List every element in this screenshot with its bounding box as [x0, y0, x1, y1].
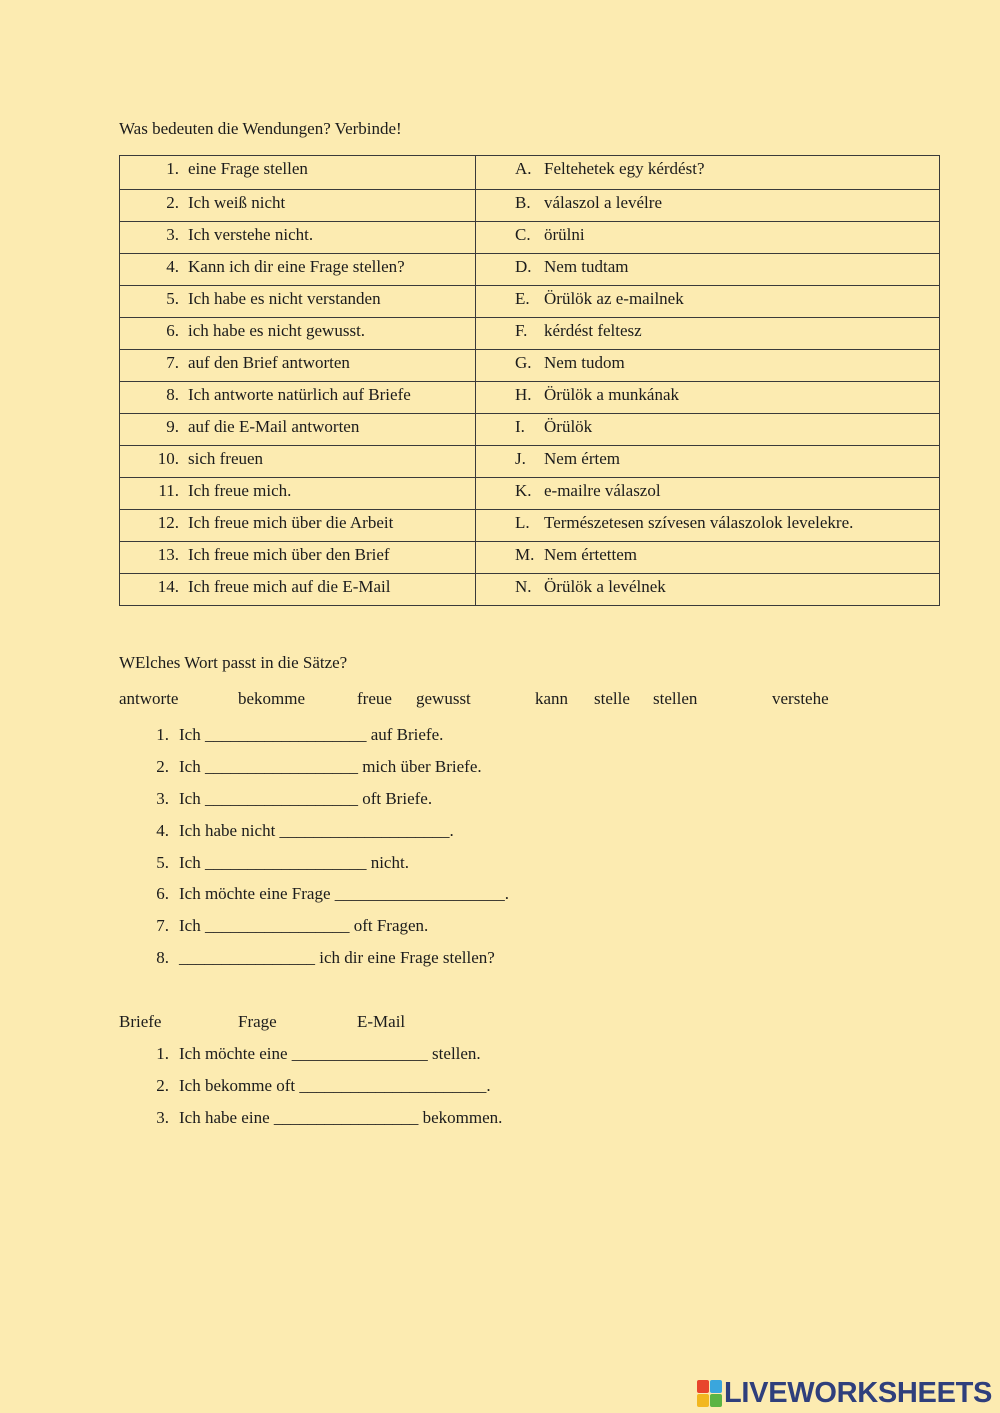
word-bank-item: kann [535, 689, 569, 708]
item-number: 14. [157, 577, 179, 596]
section2-heading: WElches Wort passt in die Sätze? [119, 653, 348, 672]
german-cell [120, 510, 476, 542]
sentence-text: Ich ___________________ auf Briefe. [179, 725, 444, 744]
sentence-number: 3. [156, 1107, 169, 1127]
german-phrase: Ich habe es nicht verstanden [188, 289, 381, 308]
item-letter: E. [515, 289, 530, 308]
table-row [120, 542, 940, 574]
word-bank-item: stellen [653, 689, 698, 708]
german-phrase: auf den Brief antworten [188, 353, 350, 372]
german-phrase: eine Frage stellen [188, 159, 308, 178]
hungarian-cell [476, 542, 940, 574]
sentence-text: Ich habe eine _________________ bekommen. [179, 1107, 503, 1127]
hungarian-cell [476, 510, 940, 542]
item-letter: C. [515, 225, 531, 244]
hungarian-cell [476, 350, 940, 382]
sentence-number: 6. [156, 884, 169, 904]
item-letter: F. [515, 321, 528, 340]
item-number: 6. [166, 321, 179, 340]
word-bank-item: stelle [594, 689, 630, 708]
sentence-number: 5. [156, 852, 169, 872]
german-cell [120, 222, 476, 254]
german-phrase: Ich freue mich über die Arbeit [188, 513, 394, 532]
sentence-text: Ich bekomme oft ______________________. [179, 1075, 491, 1095]
item-number: 5. [166, 289, 179, 308]
item-number: 12. [157, 513, 179, 532]
sentence-number: 4. [156, 820, 169, 840]
sentence-number: 7. [156, 916, 169, 936]
item-number: 8. [166, 385, 179, 404]
german-phrase: Ich antworte natürlich auf Briefe [188, 385, 411, 404]
sentence-text: Ich möchte eine ________________ stellen. [179, 1044, 481, 1063]
word-bank-item: Briefe [119, 1012, 162, 1031]
hungarian-phrase: e-mailre válaszol [544, 481, 661, 500]
item-letter: G. [515, 353, 532, 372]
hungarian-phrase: Nem értettem [544, 545, 637, 564]
table-row [120, 318, 940, 350]
german-cell [120, 574, 476, 606]
sentence-text: Ich __________________ oft Briefe. [179, 788, 433, 808]
word-bank-item: E-Mail [357, 1012, 406, 1031]
sentence-number: 8. [156, 948, 169, 968]
hungarian-cell [476, 286, 940, 318]
sentence-number: 2. [156, 1075, 169, 1095]
hungarian-phrase: Nem tudom [544, 353, 625, 372]
matching-table [119, 155, 940, 606]
sentence-item [156, 756, 509, 789]
hungarian-cell [476, 190, 940, 222]
sentence-text: Ich ___________________ nicht. [179, 852, 409, 872]
hungarian-phrase: Nem értem [544, 449, 620, 468]
item-letter: J. [515, 449, 526, 468]
german-cell [120, 254, 476, 286]
hungarian-phrase: kérdést feltesz [544, 321, 642, 340]
sentence-number: 1. [156, 1044, 169, 1063]
hungarian-cell [476, 254, 940, 286]
table-row [120, 446, 940, 478]
word-bank-item: verstehe [772, 689, 829, 708]
hungarian-cell [476, 446, 940, 478]
hungarian-cell [476, 574, 940, 606]
brand-logo [697, 1377, 992, 1410]
item-number: 10. [157, 449, 179, 468]
brand-name: LIVEWORKSHEETS [724, 1377, 993, 1409]
sentence-number: 2. [156, 756, 169, 776]
sentence-item [156, 1075, 502, 1108]
sentence-item [156, 820, 509, 853]
hungarian-cell [476, 318, 940, 350]
german-cell [120, 156, 476, 190]
item-number: 13. [157, 545, 179, 564]
hungarian-phrase: Örülök a levélnek [544, 577, 666, 596]
item-letter: L. [515, 513, 530, 532]
sentence-number: 1. [156, 725, 169, 744]
sentence-item [156, 1107, 503, 1140]
hungarian-cell [476, 156, 940, 190]
table-row [120, 478, 940, 510]
sentence-text: Ich _________________ oft Fragen. [179, 916, 429, 936]
german-cell [120, 478, 476, 510]
german-cell [120, 414, 476, 446]
item-letter: B. [515, 193, 531, 212]
word-bank-item: Frage [238, 1012, 277, 1031]
item-letter: D. [515, 257, 532, 276]
item-letter: N. [515, 577, 532, 596]
table-row [120, 286, 940, 318]
hungarian-cell [476, 382, 940, 414]
german-phrase: auf die E-Mail antworten [188, 417, 360, 436]
table-row [120, 350, 940, 382]
hungarian-cell [476, 478, 940, 510]
sentence-item [156, 788, 509, 821]
hungarian-phrase: Örülök az e-mailnek [544, 289, 684, 308]
german-cell [120, 318, 476, 350]
fill-in-list-1 [156, 725, 510, 980]
table-row [120, 414, 940, 446]
table-row [120, 254, 940, 286]
german-cell [120, 382, 476, 414]
item-number: 9. [166, 417, 179, 436]
hungarian-phrase: Nem tudtam [544, 257, 629, 276]
german-phrase: Ich freue mich auf die E-Mail [188, 577, 391, 596]
german-phrase: Kann ich dir eine Frage stellen? [188, 257, 405, 276]
german-phrase: Ich weiß nicht [188, 193, 286, 212]
sentence-item [156, 948, 509, 980]
table-row [120, 222, 940, 254]
item-number: 4. [166, 257, 179, 276]
word-bank-item: freue [357, 689, 392, 708]
word-bank-item: antworte [119, 689, 179, 708]
item-letter: M. [515, 545, 535, 564]
hungarian-phrase: Örülök [544, 417, 593, 436]
table-row [120, 156, 940, 190]
item-number: 1. [166, 159, 179, 178]
item-number: 11. [158, 481, 179, 500]
table-row [120, 190, 940, 222]
german-phrase: Ich freue mich über den Brief [188, 545, 390, 564]
word-bank-item: bekomme [238, 689, 306, 708]
german-cell [120, 286, 476, 318]
hungarian-phrase: örülni [544, 225, 585, 244]
sentence-text: Ich habe nicht ____________________. [179, 820, 454, 840]
fill-in-list-2 [156, 1044, 503, 1140]
hungarian-cell [476, 222, 940, 254]
sentence-text: Ich möchte eine Frage ____________________. [179, 884, 510, 904]
item-letter: K. [515, 481, 532, 500]
item-number: 2. [166, 193, 179, 212]
german-phrase: Ich verstehe nicht. [188, 225, 314, 244]
german-phrase: sich freuen [188, 449, 264, 468]
hungarian-phrase: Örülök a munkának [544, 385, 680, 404]
item-letter: H. [515, 385, 532, 404]
liveworksheets-logo-icon [697, 1380, 721, 1407]
german-cell [120, 350, 476, 382]
sentence-item [156, 1044, 502, 1076]
word-bank-item: gewusst [416, 689, 471, 708]
sentence-item [156, 852, 509, 885]
sentence-text: ________________ ich dir eine Frage stellen? [179, 948, 495, 968]
table-row [120, 574, 940, 606]
german-phrase: ich habe es nicht gewusst. [188, 321, 366, 340]
item-letter: A. [515, 159, 532, 178]
section1-heading: Was bedeuten die Wendungen? Verbinde! [119, 119, 402, 138]
sentence-item [156, 725, 509, 757]
german-cell [120, 542, 476, 574]
hungarian-phrase: Feltehetek egy kérdést? [544, 159, 705, 178]
item-number: 7. [166, 353, 179, 372]
hungarian-phrase: Természetesen szívesen válaszolok levelekre. [544, 513, 854, 532]
german-cell [120, 446, 476, 478]
table-row [120, 510, 940, 542]
table-row [120, 382, 940, 414]
sentence-item [156, 884, 510, 916]
item-number: 3. [166, 225, 179, 244]
sentence-text: Ich __________________ mich über Briefe. [179, 756, 482, 776]
german-phrase: Ich freue mich. [188, 481, 292, 500]
item-letter: I. [515, 417, 525, 436]
german-cell [120, 190, 476, 222]
sentence-item [156, 916, 509, 948]
hungarian-phrase: válaszol a levélre [544, 193, 662, 212]
sentence-number: 3. [156, 788, 169, 808]
hungarian-cell [476, 414, 940, 446]
